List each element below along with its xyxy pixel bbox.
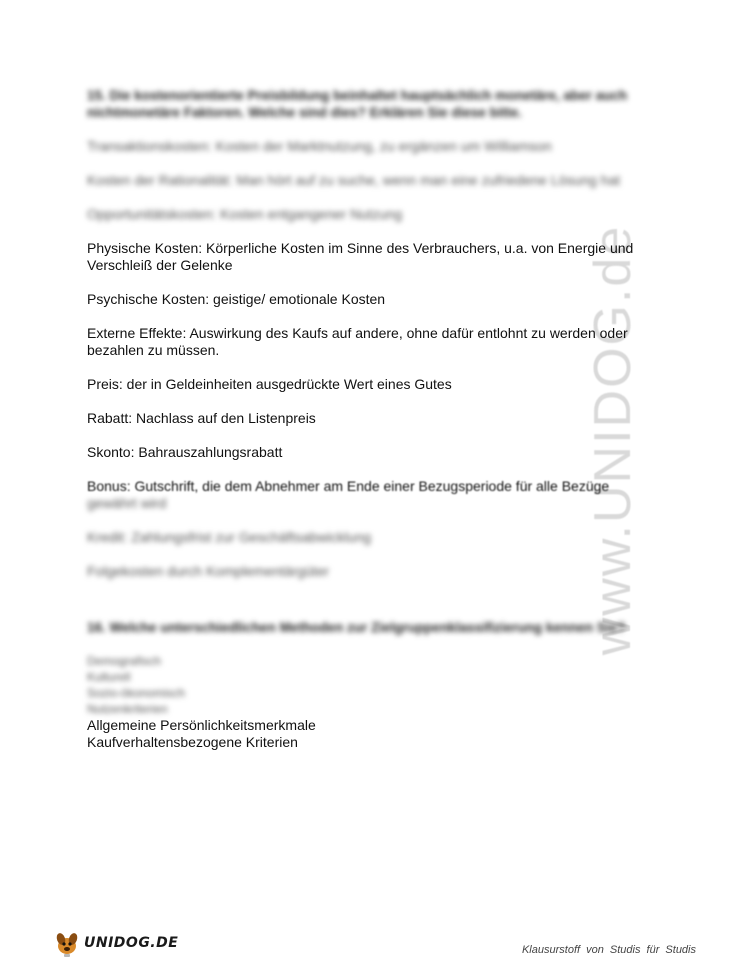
q15-item-transaktionskosten: Transaktionskosten: Kosten der Marktnutzung, zu ergänzen um Williamson [87, 138, 552, 154]
q15-item-folgekosten: Folgekosten durch Komplementärgüter [87, 563, 330, 579]
q16-clear-list [87, 717, 677, 751]
q15-item-physische-kosten: Physische Kosten: Körperliche Kosten im Sinne des Verbrauchers, u.a. von Energie und Verschleiß der Gelenke [87, 240, 634, 273]
question-16-heading: 16. Welche unterschiedlichen Methoden zur Zielgruppenklassifizierung kennen Sie? [87, 620, 626, 635]
unidog-logo [52, 928, 178, 958]
watermark: www.UNIDOG.de [584, 224, 642, 656]
q15-item-opportunitaet: Opportunitätskosten: Kosten entgangener Nutzung [87, 206, 403, 222]
q15-item-preis: Preis: der in Geldeinheiten ausgedrückte Wert eines Gutes [87, 376, 452, 392]
document-content [87, 87, 677, 751]
bonus-line-2: gewährt wird [87, 495, 167, 511]
question-15-heading: 15. Die kostenorientierte Preisbildung beinhaltet hauptsächlich monetäre, aber auch nichtmonetäre Faktoren. Welche sind dies? Erklären Sie diese bitte. [87, 88, 628, 120]
q16-item-demografisch: Demografisch [87, 654, 162, 668]
q15-item-psychische-kosten: Psychische Kosten: geistige/ emotionale Kosten [87, 291, 386, 307]
q16-item-kaufverhalten: Kaufverhaltensbezogene Kriterien [87, 734, 298, 750]
section-gap [87, 597, 677, 619]
q15-item-rationalitaet: Kosten der Rationalität: Man hört auf zu suche, wenn man eine zufriedene Lösung hat [87, 172, 621, 188]
logo-text: UNIDOG.DE [84, 935, 179, 951]
q16-item-nutzenkriterien: Nutzenkriterien [87, 702, 168, 716]
q16-item-soziooekonomisch: Sozio-ökonomisch [87, 686, 186, 700]
q15-item-externe-effekte: Externe Effekte: Auswirkung des Kaufs auf andere, ohne dafür entlohnt zu werden oder bezahlen zu müssen. [87, 325, 628, 358]
bonus-line-1: Bonus: Gutschrift, die dem Abnehmer am Ende einer Bezugsperiode für alle Bezüge [87, 478, 610, 494]
q15-item-rabatt: Rabatt: Nachlass auf den Listenpreis [87, 410, 316, 426]
q15-item-kredit: Kredit: Zahlungsfrist zur Geschäftsabwicklung [87, 529, 372, 545]
footer-slogan: Klausurstoff von Studis für Studis [521, 944, 696, 956]
q16-blurred-list [87, 653, 677, 717]
q15-item-skonto: Skonto: Bahrauszahlungsrabatt [87, 444, 283, 460]
q15-item-bonus [87, 478, 677, 512]
dog-mascot-icon [52, 928, 82, 958]
q16-item-kulturell: Kulturell [87, 670, 131, 684]
q16-item-persoenlichkeitsmerkmale: Allgemeine Persönlichkeitsmerkmale [87, 717, 316, 733]
